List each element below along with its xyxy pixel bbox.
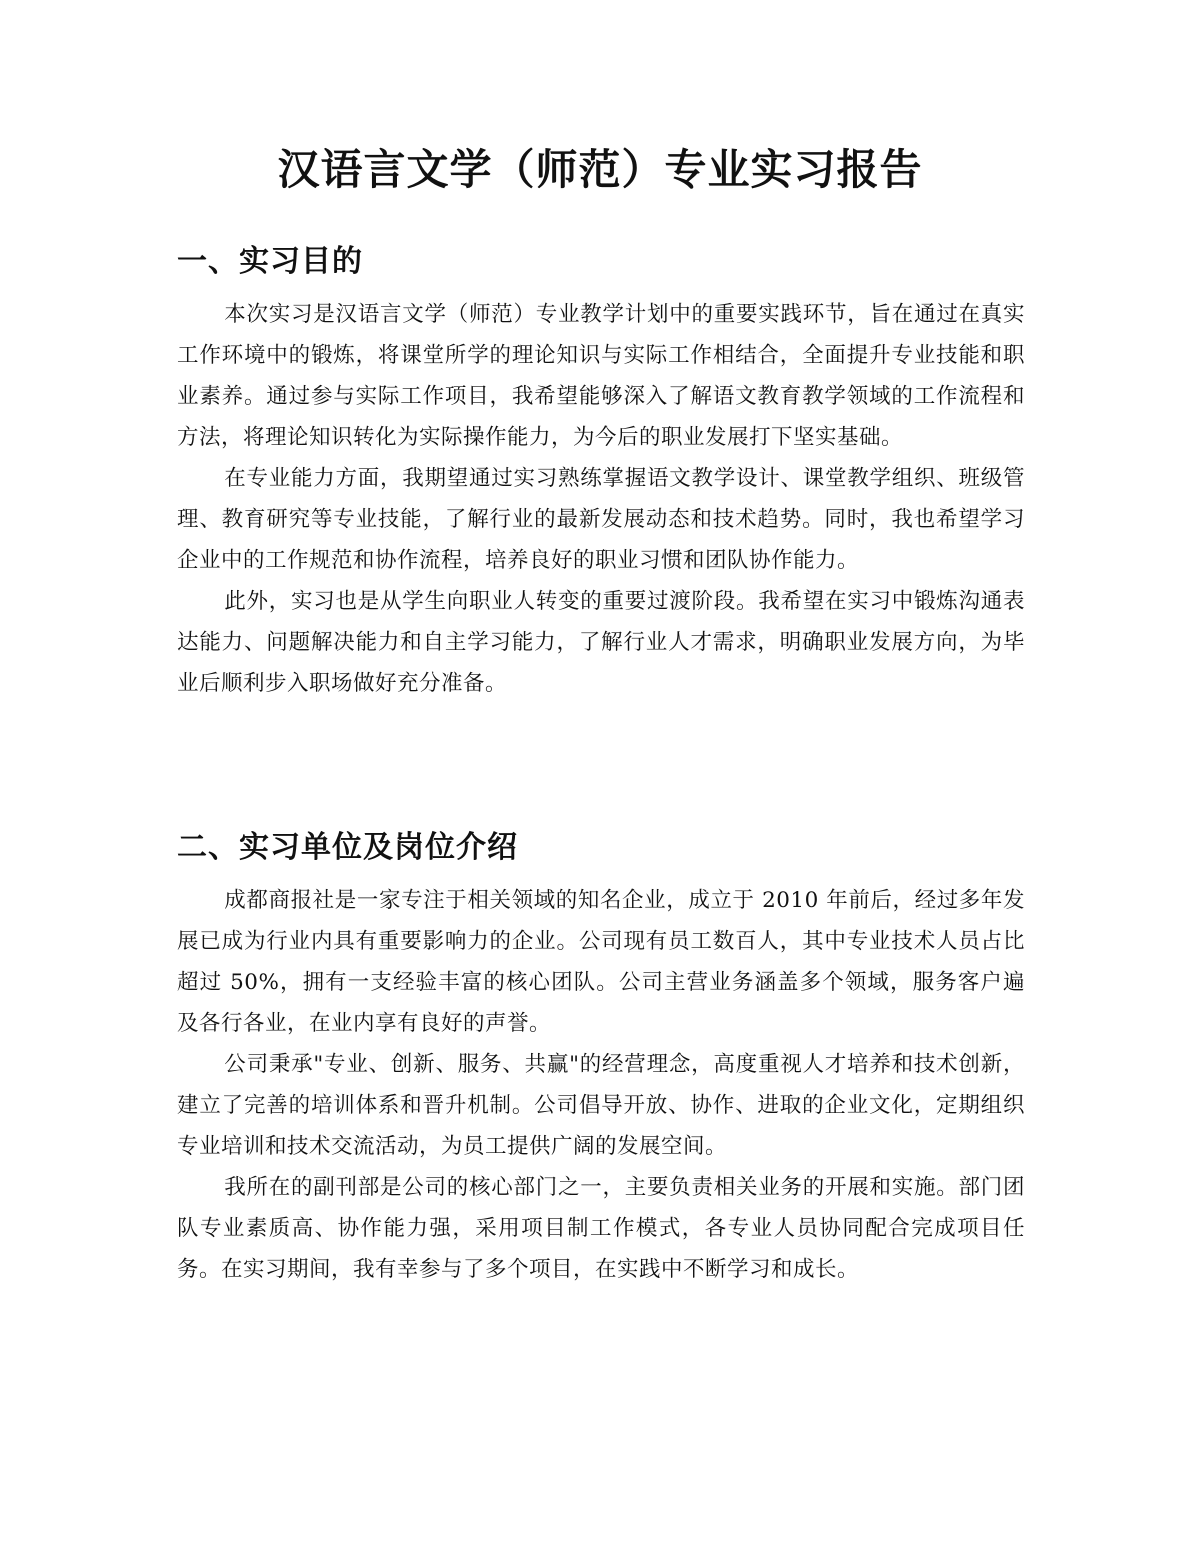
section-heading: 二、实习单位及岗位介绍 bbox=[177, 830, 518, 865]
section-heading: 一、实习目的 bbox=[177, 244, 363, 279]
paragraph: 此外，实习也是从学生向职业人转变的重要过渡阶段。我希望在实习中锻炼沟通表达能力、问题解决能力和自主学习能力，了解行业人才需求，明确职业发展方向，为毕业后顺利步入职场做好充分准备。 bbox=[177, 589, 1025, 696]
paragraph: 成都商报社是一家专注于相关领域的知名企业，成立于 2010 年前后，经过多年发展已成为行业内具有重要影响力的企业。公司现有员工数百人，其中专业技术人员占比超过 50%，拥有一支经验丰富的核心团队。公司主营业务涵盖多个领域，服务客户遍及各行各业，在业内享有良好的声誉。 bbox=[177, 888, 1025, 1036]
paragraph: 本次实习是汉语言文学（师范）专业教学计划中的重要实践环节，旨在通过在真实工作环境中的锻炼，将课堂所学的理论知识与实际工作相结合，全面提升专业技能和职业素养。通过参与实际工作项目，我希望能够深入了解语文教育教学领域的工作流程和方法，将理论知识转化为实际操作能力，为今后的职业发展打下坚实基础。 bbox=[177, 302, 1025, 450]
paragraph: 在专业能力方面，我期望通过实习熟练掌握语文教学设计、课堂教学组织、班级管理、教育研究等专业技能，了解行业的最新发展动态和技术趋势。同时，我也希望学习企业中的工作规范和协作流程，培养良好的职业习惯和团队协作能力。 bbox=[177, 466, 1025, 573]
paragraph: 公司秉承"专业、创新、服务、共赢"的经营理念，高度重视人才培养和技术创新，建立了完善的培训体系和晋升机制。公司倡导开放、协作、进取的企业文化，定期组织专业培训和技术交流活动，为员工提供广阔的发展空间。 bbox=[177, 1052, 1025, 1159]
section-company-and-position bbox=[177, 826, 1025, 1290]
section-internship-purpose bbox=[177, 240, 1025, 704]
document-title: 汉语言文学（师范）专业实习报告 bbox=[277, 145, 923, 194]
paragraph: 我所在的副刊部是公司的核心部门之一，主要负责相关业务的开展和实施。部门团队专业素质高、协作能力强，采用项目制工作模式，各专业人员协同配合完成项目任务。在实习期间，我有幸参与了多个项目，在实践中不断学习和成长。 bbox=[177, 1175, 1025, 1282]
